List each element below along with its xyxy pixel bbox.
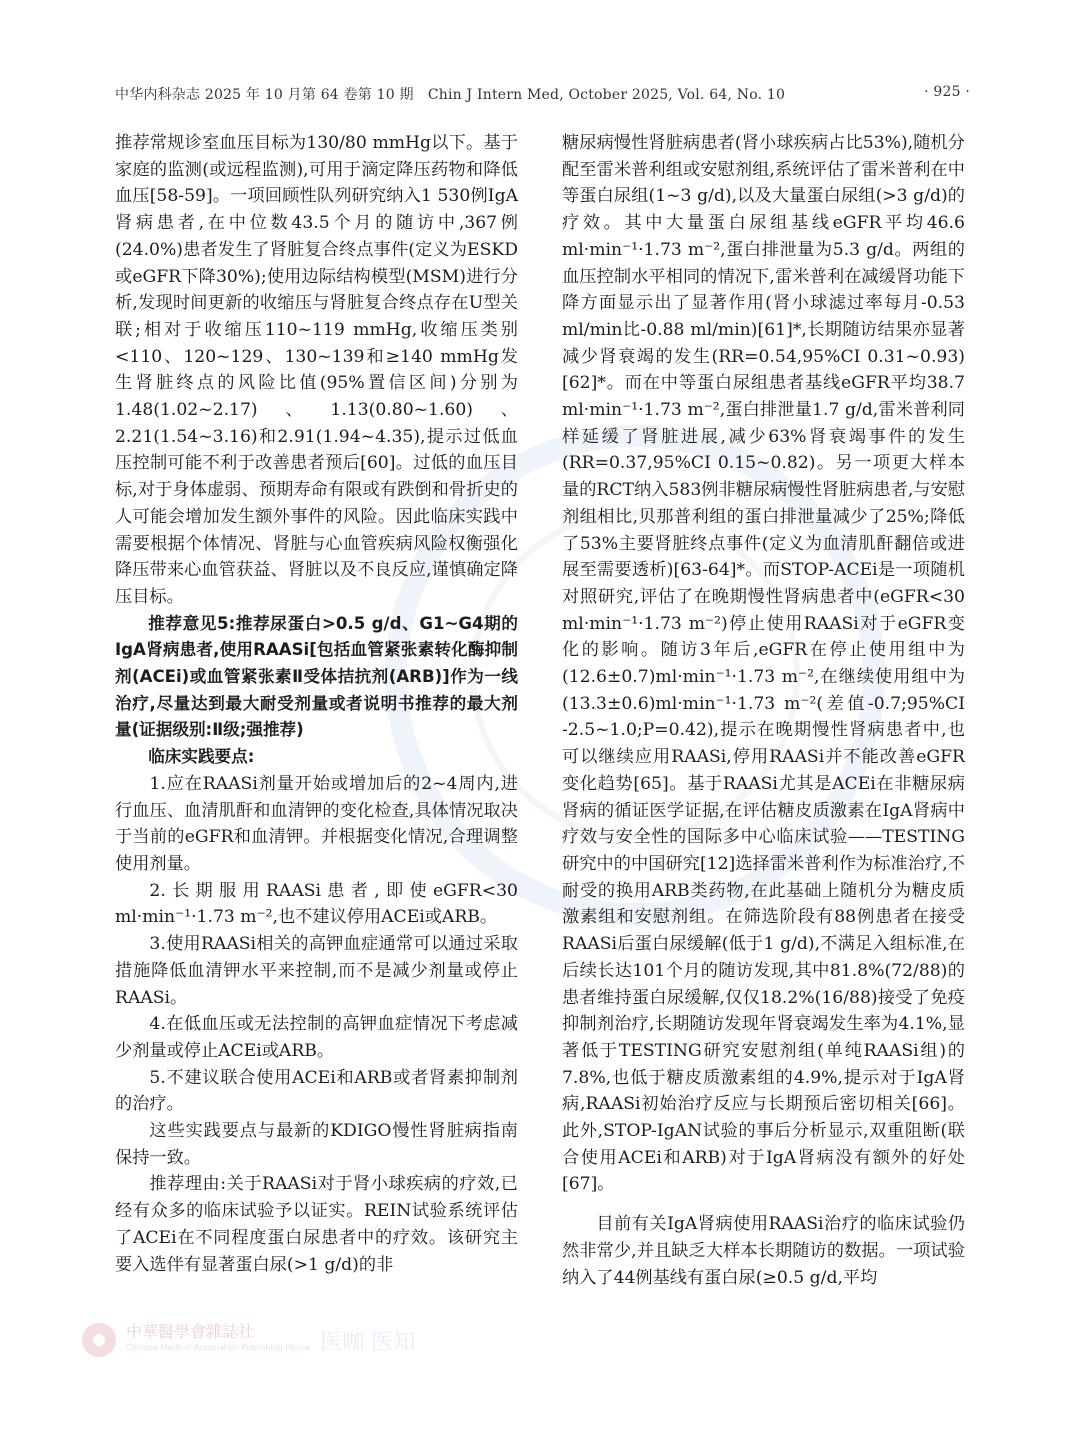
page-number: · 925 · bbox=[924, 84, 970, 100]
publisher-watermark bbox=[82, 1320, 502, 1360]
paragraph: 目前有关IgA肾病使用RAASi治疗的临床试验仍然非常少,并且缺乏大样本长期随访的数据。一项试验纳入了44例基线有蛋白尿(≥0.5 g/d,平均 bbox=[562, 1214, 965, 1288]
practice-point-3: 3.使用RAASi相关的高钾血症通常可以通过采取措施降低血清钾水平来控制,而不是减少剂量或停止RAASi。 bbox=[115, 934, 518, 1008]
paragraph: 糖尿病慢性肾脏病患者(肾小球疾病占比53%),随机分配至雷米普利组或安慰剂组,系统评估了雷米普利在中等蛋白尿组(1~3 g/d),以及大量蛋白尿组(>3 g/d)的疗效。其中大量蛋白尿组基线eGFR平均46.6 ml·min⁻¹·1.73 m⁻²,蛋白排泄量为5.3 g/d。两组的血压控制水平相同的情况下,雷米普利在减缓肾功能下降方面显示出了显著作用(肾小球滤过率每月-0.53 ml/min比-0.88 ml/min)[61]*,长期随访结果亦显著减少肾衰竭的发生(RR=0.54,95%CI 0.31~0.93)[62]*。而在中等蛋白尿组患者基线eGFR平均38.7 ml·min⁻¹·1.73 m⁻²,蛋白排泄量1.7 g/d,雷米普利同样延缓了肾脏进展,减少63%肾衰竭事件的发生(RR=0.37,95%CI 0.15~0.82)。另一项更大样本量的RCT纳入583例非糖尿病慢性肾脏病患者,与安慰剂组相比,贝那普利组的蛋白排泄量减少了25%;降低了53%主要肾脏终点事件(定义为血清肌酐翻倍或进展至需要透析)[63-64]*。而STOP-ACEi是一项随机对照研究,评估了在晚期慢性肾病患者中(eGFR<30 ml·min⁻¹·1.73 m⁻²)停止使用RAASi对于eGFR变化的影响。随访3年后,eGFR在停止使用组中为(12.6±0.7)ml·min⁻¹·1.73 m⁻²,在继续使用组中为(13.3±0.6)ml·min⁻¹·1.73 m⁻²(差值-0.7;95%CI -2.5~1.0;P=0.42),提示在晚期慢性肾病患者中,也可以继续应用RAASi,停用RAASi并不能改善eGFR变化趋势[65]。基于RAASi尤其是ACEi在非糖尿病肾病的循证医学证据,在评估糖皮质激素在IgA肾病中疗效与安全性的国际多中心临床试验——TESTING研究中的中国研究[12]选择雷米普利作为标准治疗,不耐受的换用ARB类药物,在此基础上随机分为糖皮质激素组和安慰剂组。在筛选阶段有88例患者在接受RAASi后蛋白尿缓解(低于1 g/d),不满足入组标准,在后续长达101个月的随访发现,其中81.8%(72/88)的患者维持蛋白尿缓解,仅仅18.2%(16/88)接受了免疫抑制剂治疗,长期随访发现年肾衰竭发生率为4.1%,显著低于TESTING研究安慰剂组(单纯RAASi组)的7.8%,也低于糖皮质激素组的4.9%,提示对于IgA肾病,RAASi初始治疗反应与长期预后密切相关[66]。此外,STOP-IgAN试验的事后分析显示,双重阻断(联合使用ACEi和ARB)对于IgA肾病没有额外的好处[67]。 bbox=[562, 133, 965, 1195]
paragraph: 这些实践要点与最新的KDIGO慢性肾脏病指南保持一致。 bbox=[115, 1121, 518, 1168]
right-column bbox=[562, 130, 965, 1291]
practice-points-heading: 临床实践要点: bbox=[148, 747, 255, 767]
left-column bbox=[115, 130, 518, 1278]
recommendation-5: 推荐意见5:推荐尿蛋白>0.5 g/d、G1~G4期的IgA肾病患者,使用RAASi[包括血管紧张素转化酶抑制剂(ACEi)或血管紧张素Ⅱ受体拮抗剂(ARB)]作为一线治疗,尽量达到最大耐受剂量或者说明书推荐的最大剂量(证据级别:Ⅱ级;强推荐) bbox=[115, 613, 518, 740]
practice-point-4: 4.在低血压或无法控制的高钾血症情况下考虑减少剂量或停止ACEi或ARB。 bbox=[115, 1014, 518, 1061]
publisher-name-en: Chinese Medical Association Publishing House bbox=[126, 1343, 311, 1352]
logo-marks: 医咖 医知 bbox=[320, 1329, 416, 1355]
practice-point-2: 2.长期服用RAASi患者,即使eGFR<30 ml·min⁻¹·1.73 m⁻²,也不建议停用ACEi或ARB。 bbox=[115, 880, 518, 928]
publisher-name-cn: 中華醫學會雜誌社 bbox=[126, 1322, 255, 1341]
practice-point-5: 5.不建议联合使用ACEi和ARB或者肾素抑制剂的治疗。 bbox=[115, 1067, 518, 1115]
cma-seal-icon bbox=[82, 1323, 116, 1357]
practice-point-1: 1.应在RAASi剂量开始或增加后的2~4周内,进行血压、血清肌酐和血清钾的变化检查,具体情况取决于当前的eGFR和血清钾。并根据变化情况,合理调整使用剂量。 bbox=[115, 773, 518, 874]
publisher-name bbox=[126, 1324, 310, 1356]
journal-citation: 中华内科杂志 2025 年 10 月第 64 卷第 10 期 Chin J Intern Med, October 2025, Vol. 64, No. 10 bbox=[115, 87, 786, 103]
running-head bbox=[115, 84, 970, 104]
rationale-paragraph: 推荐理由:关于RAASi对于肾小球疾病的疗效,已经有众多的临床试验予以证实。REIN试验系统评估了ACEi在不同程度蛋白尿患者中的疗效。该研究主要入选伴有显著蛋白尿(>1 g/d)的非 bbox=[115, 1174, 518, 1275]
paragraph: 推荐常规诊室血压目标为130/80 mmHg以下。基于家庭的监测(或远程监测),可用于滴定降压药物和降低血压[58-59]。一项回顾性队列研究纳入1 530例IgA肾病患者,在中位数43.5个月的随访中,367例(24.0%)患者发生了肾脏复合终点事件(定义为ESKD或eGFR下降30%);使用边际结构模型(MSM)进行分析,发现时间更新的收缩压与肾脏复合终点存在U型关联;相对于收缩压110~119 mmHg,收缩压类别<110、120~129、130~139和≥140 mmHg发生肾脏终点的风险比值(95%置信区间)分别为1.48(1.02~2.17)、1.13(0.80~1.60)、2.21(1.54~3.16)和2.91(1.94~4.35),提示过低血压控制可能不利于改善患者预后[60]。过低的血压目标,对于身体虚弱、预期寿命有限或有跌倒和骨折史的人可能会增加发生额外事件的风险。因此临床实践中需要根据个体情况、肾脏与心血管疾病风险权衡强化降压带来心血管获益、肾脏以及不良反应,谨慎确定降压目标。 bbox=[115, 133, 518, 607]
